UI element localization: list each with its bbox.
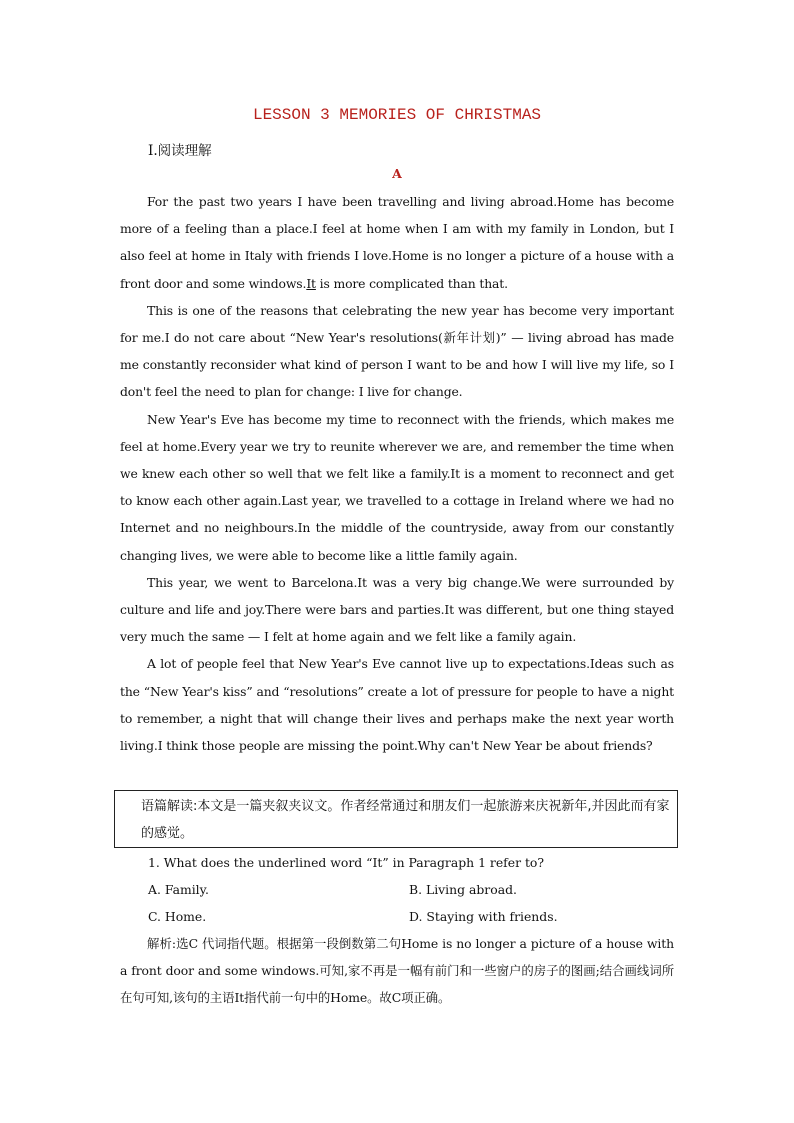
option-c: C. Home. — [148, 909, 207, 925]
paragraph-1-tail: is more complicated than that. — [315, 275, 508, 291]
paragraph-4: This year, we went to Barcelona.It was a very big change.We were surrounded by culture and life and joy.There were bars and parties.It was different, but one thing stayed very much the same — I felt at home again and we felt like a family again. — [120, 574, 674, 645]
option-d: D. Staying with friends. — [409, 909, 558, 925]
summary-box: 语篇解读:本文是一篇夹叙夹议文。作者经常通过和朋友们一起旅游来庆祝新年,并因此而有家的感觉。 — [114, 790, 678, 848]
question-options — [148, 876, 678, 930]
section-heading: Ⅰ.阅读理解 — [148, 143, 212, 159]
paragraph-3: New Year's Eve has become my time to reconnect with the friends, which makes me feel at home.Every year we try to reunite wherever we are, and remember the time when we knew each other so well that we felt like a family.It is a moment to reconnect and get to know each other again.Last year, we travelled to a cottage in Ireland where we had no Internet and no neighbours.In the middle of the countryside, away from our constantly changing lives, we were able to become like a little family again. — [120, 411, 674, 563]
paragraph-5: A lot of people feel that New Year's Eve cannot live up to expectations.Ideas such as the “New Year's kiss” and “resolutions” create a lot of pressure for people to have a night to remember, a night that will change their lives and perhaps make the next year worth living.I think those people are missing the point.Why can't New Year be about friends? — [120, 656, 674, 754]
question-text: 1. What does the underlined word “It” in Paragraph 1 refer to? — [148, 855, 545, 870]
option-a: A. Family. — [148, 882, 209, 897]
option-b: B. Living abroad. — [409, 882, 517, 897]
passage-label: A — [392, 166, 402, 181]
paragraph-1 — [120, 188, 674, 297]
passage-body — [120, 188, 674, 759]
paragraph-1-text: For the past two years I have been travelling and living abroad.Home has become more of a feeling than a place.I feel at home when I am with my family in London, but I also feel at home in Italy with friends I love.Home is no longer a picture of a house with a front door and some windows. — [120, 194, 674, 291]
paragraph-2: This is one of the reasons that celebrating the new year has become very important for me.I do not care about “New Year's resolutions(新年计划)” — living abroad has made me constantly reconsider what kind of person I want to be and how I will live my life, so I don't feel the need to plan for change: I live for change. — [120, 302, 674, 400]
lesson-title: LESSON 3 MEMORIES OF CHRISTMAS — [252, 106, 542, 124]
analysis-text: 解析:选C 代词指代题。根据第一段倒数第二句Home is no longer a picture of a house with a front door and some windows.可知,家不再是一幅有前门和一些窗户的房子的图画;结合画线词所在句可知,该句的主语It指代前一句中的Home。故C项正确。 — [120, 936, 674, 1006]
underlined-word: It — [306, 275, 316, 291]
